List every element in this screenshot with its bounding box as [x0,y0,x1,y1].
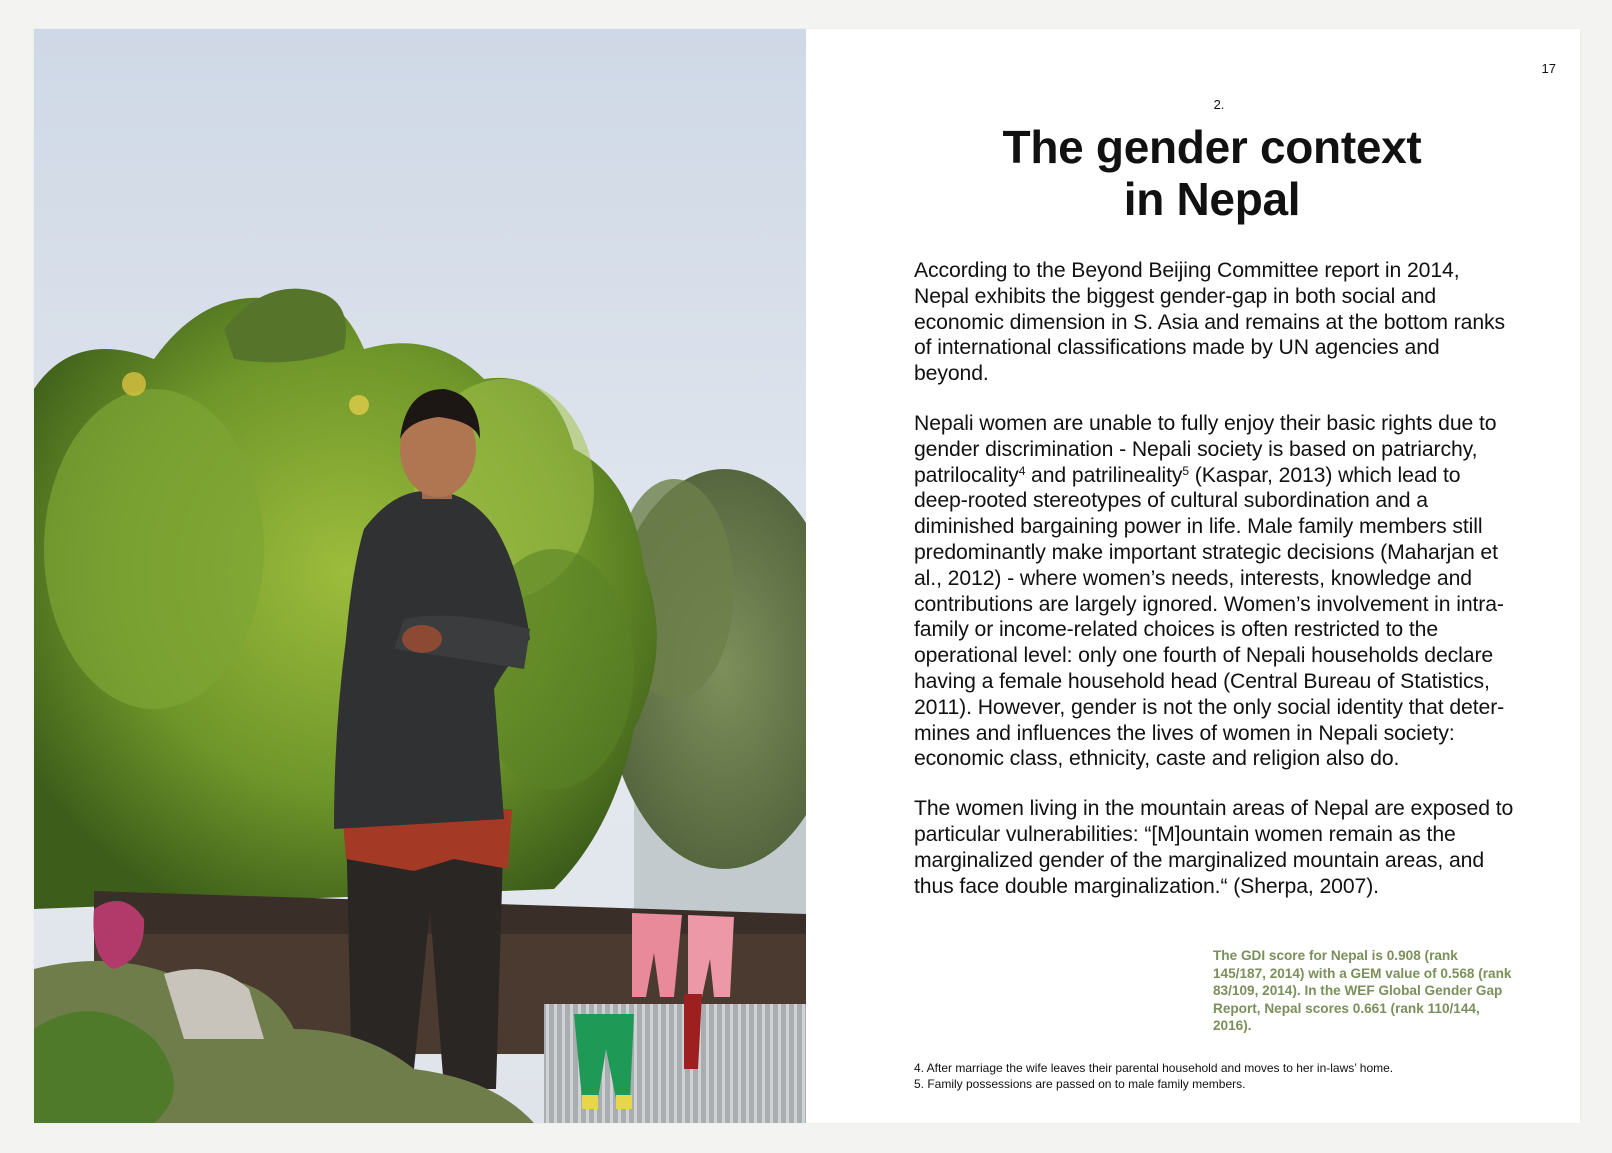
footnote-4: 4. After marriage the wife leaves their parental household and moves to her in-laws’ home. [914,1061,1394,1075]
paragraph-2-part1: Nepali women are unable to fully enjoy their basic rights due to gender discrimination - Nepali society is based on patriarchy, patrilocality [914,411,1497,487]
sidenote-gdi: The GDI score for Nepal is 0.908 (rank 145/187, 2014) with a GEM value of 0.568 (rank 83/109, 2014). In the WEF Global Gender Gap Report, Nepal scores 0.661 (rank 110/144, 2016). [1213,948,1512,1034]
paragraph-1: According to the Beyond Beijing Committee report in 2014, Nepal exhibits the biggest gender-gap in both social and economic dimension in S. Asia and remains at the bottom ranks of international classifications made by UN agencies and beyond. [914,259,1505,386]
paragraph-2 [914,411,1518,772]
footnotes [914,1060,1554,1092]
footnote-ref-5: 5 [1182,463,1189,478]
footnote-5: 5. Family possessions are passed on to male family members. [914,1077,1246,1091]
photo-woman-standing [34,29,806,1123]
page-number: 17 [1541,61,1556,76]
paragraph-2-part3: (Kaspar, 2013) which lead to deep-rooted stereotypes of cultural subordination and a diminished bargaining power in life. Male family members still predominantly make important strategic decisions (Maharjan et al., 2012) - where women’s needs, interests, knowledge and contributions are largely ignored. Women’s involvement in intra-family or income-related choices is often restricted to the operational level: only one fourth of Nepali households declare having a female household head (Central Bureau of Statistics, 2011). However, gender is not the only social identity that determines and influences the lives of women in Nepali society: economic class, ethnicity, caste and religion also do. [914,463,1505,771]
chapter-number: 2. [1213,97,1225,112]
text-page [806,29,1580,1123]
body-text [914,258,1518,923]
book-spread [34,29,1580,1123]
chapter-title [906,121,1518,225]
chapter-title-line1: The gender context [1002,121,1422,173]
paragraph-2-part2: and patrilineality [1025,463,1183,487]
chapter-title-line2: in Nepal [1123,173,1301,225]
paragraph-3: The women living in the mountain areas of Nepal are exposed to particular vulnerabilities: “[M]ountain women remain as the marginalized gender of the marginalized mountain areas, and thus face double marginalization.“ (Sherpa, 2007). [914,797,1514,898]
footnote-ref-4: 4 [1018,463,1026,478]
